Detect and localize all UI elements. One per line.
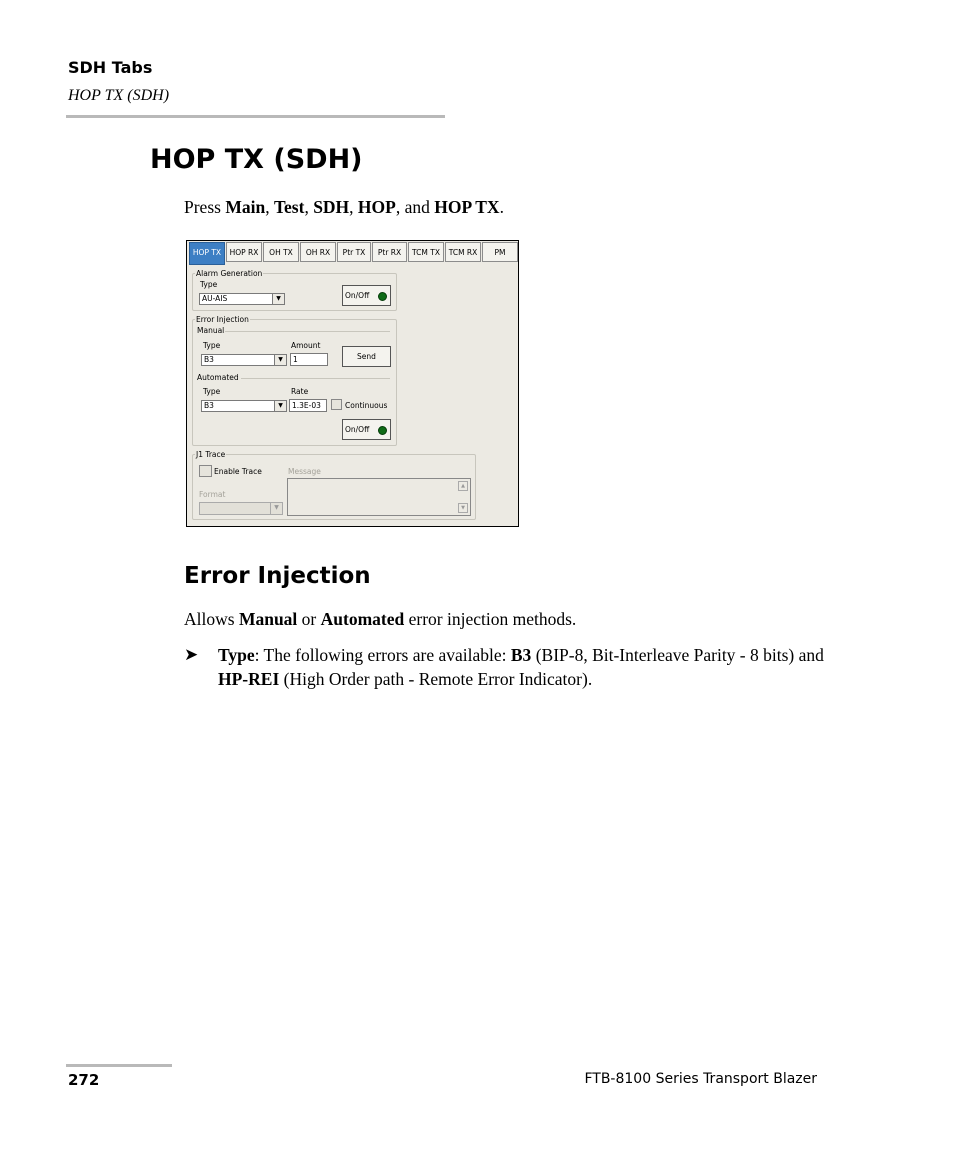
running-header-subsection: HOP TX (SDH)	[68, 87, 170, 104]
manual-type-select[interactable]	[201, 354, 287, 366]
page-title: HOP TX (SDH)	[150, 144, 363, 175]
auto-onoff-label: On/Off	[345, 425, 370, 434]
manual-type-label: Type	[203, 341, 221, 350]
para-automated: Automated	[320, 609, 405, 629]
message-textarea[interactable]	[287, 478, 471, 516]
continuous-label: Continuous	[345, 401, 388, 410]
format-select[interactable]	[199, 502, 283, 515]
alarm-generation-label: Alarm Generation	[196, 269, 263, 278]
tab-oh-rx[interactable]: OH RX	[300, 242, 336, 262]
tab-tcm-tx[interactable]: TCM TX	[408, 242, 444, 262]
error-injection-label: Error Injection	[196, 315, 249, 324]
para-text: error injection methods.	[404, 609, 577, 629]
auto-type-select[interactable]	[201, 400, 287, 412]
intro-paragraph	[184, 195, 504, 219]
scroll-up-icon: ▲	[458, 481, 468, 491]
scroll-down-icon: ▼	[458, 503, 468, 513]
intro-hoptx: HOP TX	[434, 197, 500, 217]
manual-type-value: B3	[204, 355, 214, 364]
intro-sdh: SDH	[313, 197, 350, 217]
send-button[interactable]: Send	[342, 346, 391, 367]
amount-input[interactable]: 1	[290, 353, 328, 366]
status-led-icon	[378, 426, 387, 435]
bullet-type-text	[218, 643, 828, 691]
bullet-type-term: Type	[218, 645, 255, 665]
manual-label: Manual	[197, 326, 225, 335]
intro-sep: , and	[395, 197, 435, 217]
chevron-down-icon: ▼	[274, 401, 286, 411]
tab-ptr-rx[interactable]: Ptr RX	[372, 242, 407, 262]
bullet-arrow-icon: ➤	[184, 645, 199, 664]
rate-label: Rate	[291, 387, 309, 396]
intro-sep: ,	[265, 197, 274, 217]
header-rule	[66, 115, 445, 118]
amount-label: Amount	[291, 341, 321, 350]
enable-trace-checkbox[interactable]	[199, 465, 212, 477]
page-number: 272	[68, 1071, 100, 1089]
alarm-type-select[interactable]	[199, 293, 285, 305]
tab-tcm-rx[interactable]: TCM RX	[445, 242, 481, 262]
enable-trace-label: Enable Trace	[214, 467, 262, 476]
alarm-type-label: Type	[200, 280, 218, 289]
chevron-down-icon: ▼	[272, 294, 284, 304]
automated-divider	[241, 378, 390, 379]
alarm-onoff-button[interactable]	[342, 285, 391, 306]
bullet-text: : The following errors are available:	[254, 645, 511, 665]
running-header-section: SDH Tabs	[68, 58, 153, 77]
bullet-text: (BIP-8, Bit-Interleave Parity - 8 bits) and	[531, 645, 824, 665]
tab-ptr-tx[interactable]: Ptr TX	[337, 242, 371, 262]
bullet-text: (High Order path - Remote Error Indicator).	[279, 669, 593, 689]
tab-pm[interactable]: PM	[482, 242, 518, 262]
intro-sep: ,	[304, 197, 314, 217]
auto-type-label: Type	[203, 387, 221, 396]
status-led-icon	[378, 292, 387, 301]
hop-tx-screenshot	[186, 240, 519, 527]
chevron-down-icon: ▼	[274, 355, 286, 365]
chevron-down-icon: ▼	[270, 503, 282, 514]
intro-hop: HOP	[357, 197, 396, 217]
footer-rule	[66, 1064, 172, 1067]
message-label: Message	[288, 467, 321, 476]
intro-test: Test	[273, 197, 305, 217]
format-label: Format	[199, 490, 226, 499]
section-heading: Error Injection	[184, 563, 371, 589]
tab-hop-tx[interactable]: HOP TX	[189, 242, 225, 265]
alarm-onoff-label: On/Off	[345, 291, 370, 300]
j1-trace-label: J1 Trace	[196, 450, 226, 459]
para-text: Allows	[184, 609, 239, 629]
para-manual: Manual	[238, 609, 298, 629]
intro-main: Main	[225, 197, 266, 217]
alarm-type-value: AU-AIS	[202, 294, 228, 303]
auto-onoff-button[interactable]	[342, 419, 391, 440]
document-title: FTB-8100 Series Transport Blazer	[584, 1071, 817, 1087]
rate-input[interactable]: 1.3E-03	[289, 399, 327, 412]
tab-oh-tx[interactable]: OH TX	[263, 242, 299, 262]
tab-hop-rx[interactable]: HOP RX	[226, 242, 262, 262]
bullet-b3: B3	[510, 645, 532, 665]
manual-divider	[225, 331, 390, 332]
continuous-checkbox[interactable]	[331, 399, 342, 410]
error-injection-paragraph	[184, 607, 576, 631]
intro-sep: .	[499, 197, 504, 217]
para-text: or	[297, 609, 321, 629]
automated-label: Automated	[197, 373, 239, 382]
intro-sep: ,	[349, 197, 358, 217]
intro-text: Press	[184, 197, 226, 217]
auto-type-value: B3	[204, 401, 214, 410]
bullet-hprei: HP-REI	[218, 669, 280, 689]
